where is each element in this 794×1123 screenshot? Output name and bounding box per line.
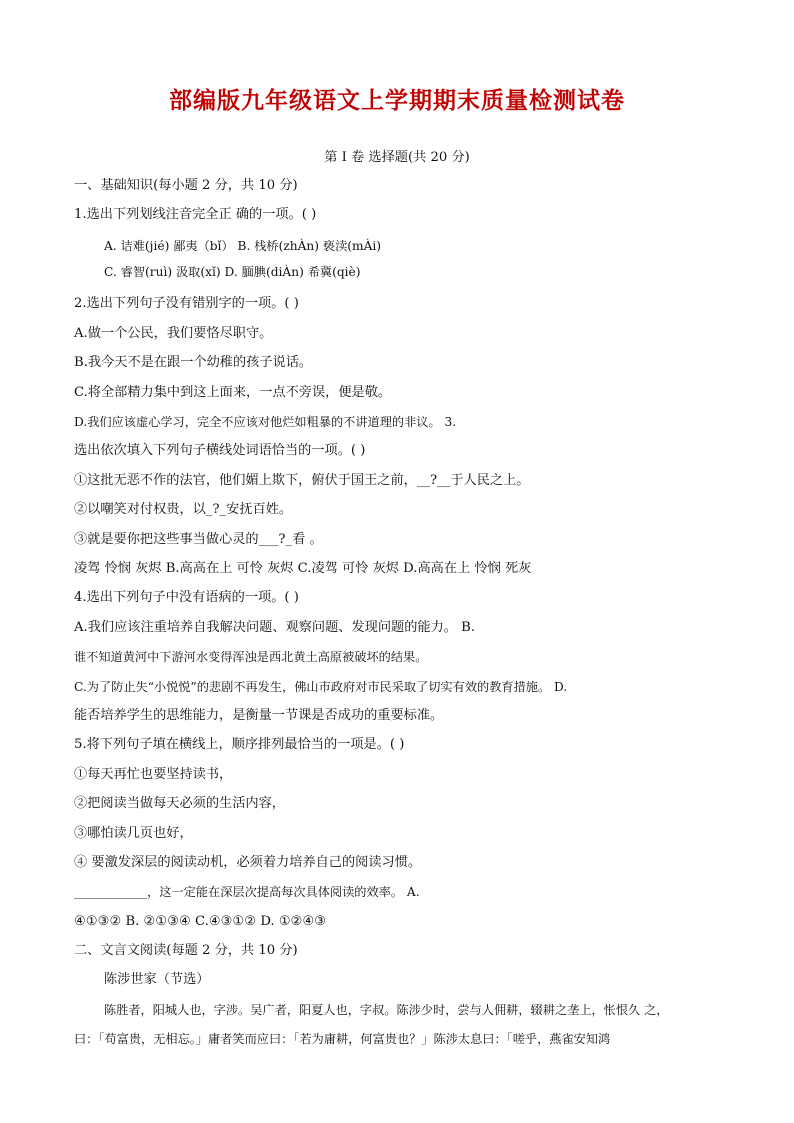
question-4-stem: 4.选出下列句子中没有语病的一项。( ) [74,590,299,605]
question-2-option-d: D.我们应该虚心学习，完全不应该对他烂如粗暴的不讲道理的非议。 3. [74,415,457,429]
question-5-blank-line: ____________，这一定能在深层次提高每次具体阅读的效率。 A. [74,885,420,899]
question-1-stem: 1.选出下列划线注音完全正 确的一项。( ) [74,207,317,222]
question-2-option-b: B.我今天不是在跟一个幼稚的孩子说话。 [74,355,313,370]
part2-header: 二、文言文阅读(每题 2 分，共 10 分) [74,943,298,958]
question-3-sentence-2: ②以嘲笑对付权贵，以_?_安抚百姓。 [74,502,293,517]
question-1-options-row-2: C. 睿智(ruì) 汲取(xǐ) D. 腼腆(diÀn) 希冀(qiè) [104,265,361,279]
question-4-option-c: C.为了防止失“小悦悦”的悲剧不再发生，佛山市政府对市民采取了切实有效的教育措施。 D. [74,680,568,694]
question-5-options: ④①③② B. ②①③④ C.④③①② D. ①②④③ [74,914,327,929]
question-4-option-d: 能否培养学生的思维能力，是衡量一节课是否成功的重要标准。 [74,708,444,723]
section-header: 第 I 卷 选择题(共 20 分) [324,150,470,165]
passage-paragraph-line-1: 陈胜者，阳城人也，字涉。吴广者，阳夏人也，字叔。陈涉少时，尝与人佣耕，辍耕之垄上，怅恨久 之， [104,1003,669,1017]
question-2-stem: 2.选出下列句子没有错别字的一项。( ) [74,296,299,311]
document-title: 部编版九年级语文上学期期末质量检测试卷 [169,88,625,114]
question-4-option-b: 谁不知道黄河中下游河水变得浑浊是西北黄土高原被破坏的结果。 [74,650,428,664]
question-5-sentence-1: ①每天再忙也要坚持读书， [74,767,233,782]
question-5-sentence-2: ②把阅读当做每天必须的生活内容， [74,796,285,811]
part1-header: 一、基础知识(每小题 2 分，共 10 分) [74,178,298,193]
question-1-options-row-1: A. 诘难(jié) 鄙夷（bǐ） B. 栈桥(zhÀn) 亵渎(mÀi) [104,239,382,253]
passage-title: 陈涉世家（节选） [104,972,210,987]
question-3-sentence-3: ③就是要你把这些事当做心灵的___?_看 。 [74,532,323,547]
question-5-sentence-4: ④ 要激发深层的阅读动机，必须着力培养自己的阅读习惯。 [74,855,422,870]
passage-paragraph-line-2: 曰：「苟富贵，无相忘。」庸者笑而应曰：「若为庸耕，何富贵也？」陈涉太息曰：「嗟乎，燕雀安知鸿 [74,1032,611,1046]
question-4-option-a: A.我们应该注重培养自我解决问题、观察问题、发现问题的能力。 B. [74,620,476,635]
question-3-stem: 选出依次填入下列句子横线处词语恰当的一项。( ) [74,443,366,458]
question-2-option-a: A.做一个公民，我们要恪尽职守。 [74,326,273,341]
question-3-options: 凌驾 怜悯 灰烬 B.高高在上 可怜 灰烬 C.凌驾 可怜 灰烬 D.高高在上 怜悯 死灰 [74,561,532,576]
question-5-sentence-3: ③哪怕读几页也好， [74,826,193,841]
question-3-sentence-1: ①这批无恶不作的法官，他们媚上欺下，俯伏于国王之前，__?__于人民之上。 [74,473,530,488]
question-2-option-c: C.将全部精力集中到这上面来，一点不旁误，便是敬。 [74,385,392,400]
question-5-stem: 5.将下列句子填在横线上，顺序排列最恰当的一项是。( ) [74,737,405,752]
